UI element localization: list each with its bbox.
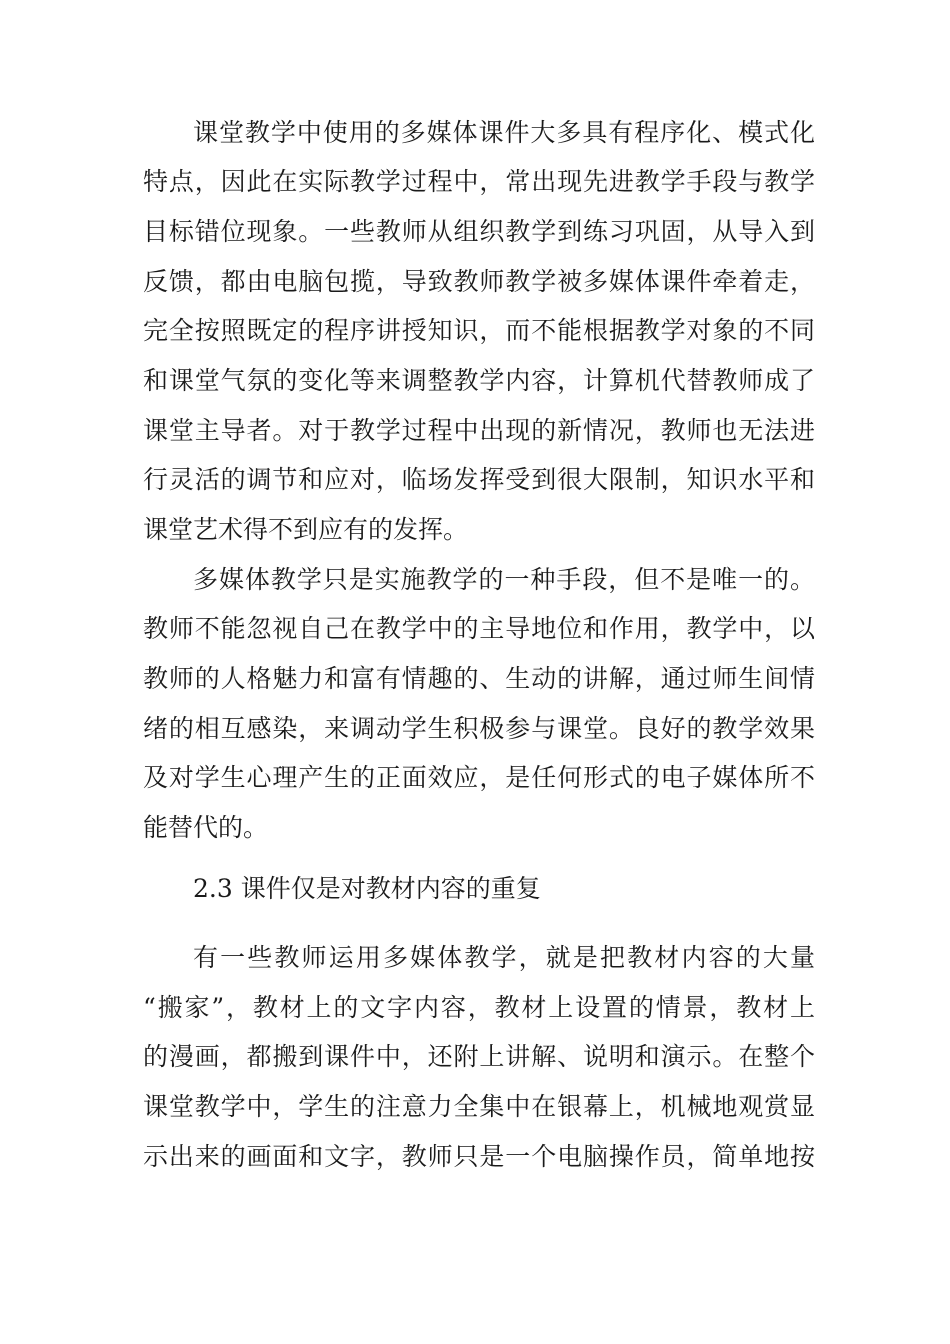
paragraph-2-line-1: 多媒体教学只是实施教学的一种手段，但不是唯一的。 [193,565,815,594]
paragraph-1-line-8: 行灵活的调节和应对，临场发挥受到很大限制，知识水平和 [143,465,815,494]
paragraph-3-line-1: 有一些教师运用多媒体教学，就是把教材内容的大量 [193,943,815,972]
paragraph-1-line-3: 目标错位现象。一些教师从组织教学到练习巩固，从导入到 [143,217,815,246]
section-heading: 2.3 课件仅是对教材内容的重复 [193,874,541,903]
paragraph-3-line-2: “搬家”，教材上的文字内容，教材上设置的情景，教材上 [143,993,815,1022]
paragraph-3-line-3: 的漫画，都搬到课件中，还附上讲解、说明和演示。在整个 [143,1042,815,1071]
paragraph-1-line-1: 课堂教学中使用的多媒体课件大多具有程序化、模式化 [193,118,815,147]
paragraph-2-line-6: 能替代的。 [143,813,269,842]
paragraph-1-line-4: 反馈，都由电脑包揽，导致教师教学被多媒体课件牵着走， [143,267,815,296]
paragraph-1-line-7: 课堂主导者。对于教学过程中出现的新情况，教师也无法进 [143,416,815,445]
paragraph-2-line-2: 教师不能忽视自己在教学中的主导地位和作用，教学中，以 [143,614,815,643]
paragraph-2-line-5: 及对学生心理产生的正面效应，是任何形式的电子媒体所不 [143,763,815,792]
paragraph-2-line-3: 教师的人格魅力和富有情趣的、生动的讲解，通过师生间情 [143,664,815,693]
paragraph-3-line-4: 课堂教学中，学生的注意力全集中在银幕上，机械地观赏显 [143,1092,815,1121]
paragraph-3-line-5: 示出来的画面和文字，教师只是一个电脑操作员，简单地按 [143,1142,815,1171]
paragraph-2-line-4: 绪的相互感染，来调动学生积极参与课堂。良好的教学效果 [143,714,815,743]
paragraph-1-line-2: 特点，因此在实际教学过程中，常出现先进教学手段与教学 [143,167,815,196]
paragraph-1-line-9: 课堂艺术得不到应有的发挥。 [143,515,469,544]
paragraph-1-line-5: 完全按照既定的程序讲授知识，而不能根据教学对象的不同 [143,316,815,345]
paragraph-1-line-6: 和课堂气氛的变化等来调整教学内容，计算机代替教师成了 [143,366,815,395]
